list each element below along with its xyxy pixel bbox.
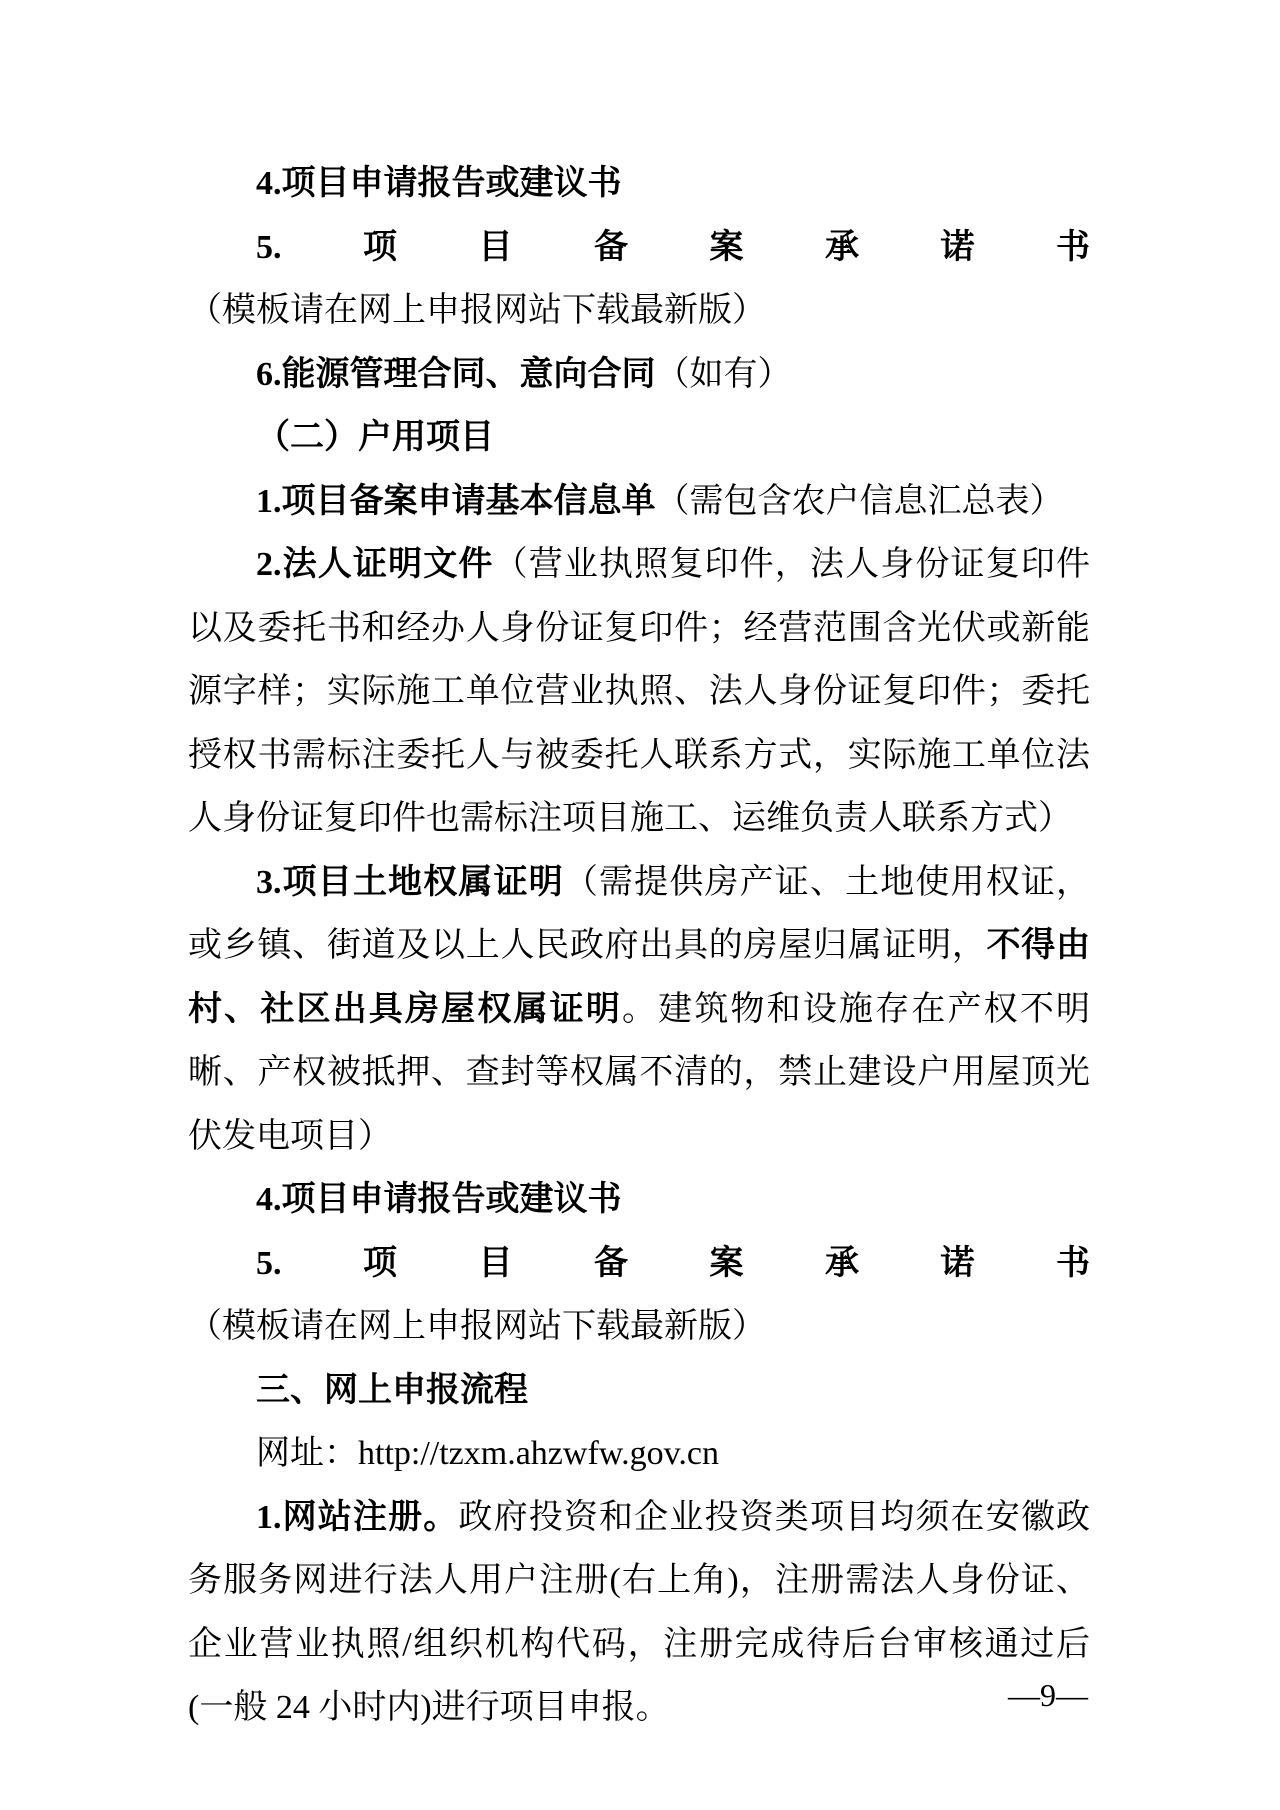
item-5-general-label: 5.项目备案承诺书 bbox=[256, 228, 1090, 266]
website-address-line bbox=[188, 1422, 1090, 1486]
item-3-household-label: 3.项目土地权属证明 bbox=[256, 863, 564, 901]
list-item-2-household-project bbox=[188, 533, 1090, 851]
section-2-heading-label: （二）户用项目 bbox=[256, 419, 494, 456]
step-1-website-registration bbox=[188, 1486, 1090, 1740]
item-2-household-note: （营业执照复印件，法人身份证复印件以及委托书和经办人身份证复印件；经营范围含光伏或新能源字样；实际施工单位营业执照、法人身份证复印件；委托授权书需标注委托人与被委托人联系方式，实际施工单位法人身份证复印件也需标注项目施工、运维负责人联系方式） bbox=[188, 546, 1091, 837]
item-5-general-note: （模板请在网上申报网站下载最新版） bbox=[188, 292, 766, 329]
list-item-5-household-project bbox=[188, 1232, 1090, 1359]
item-5-household-label: 5.项目备案承诺书 bbox=[256, 1244, 1090, 1282]
item-1-household-label: 1.项目备案申请基本信息单 bbox=[256, 482, 656, 520]
section-heading-household-projects bbox=[188, 406, 1090, 470]
list-item-4-household-project bbox=[188, 1168, 1090, 1232]
list-item-1-household-project bbox=[188, 470, 1090, 534]
section-3-heading-label: 三、网上申报流程 bbox=[256, 1370, 528, 1409]
item-3-household-emphasis: 不得由村、社区出具房屋权属证明 bbox=[188, 927, 1091, 1028]
item-6-general-label: 6.能源管理合同、意向合同 bbox=[256, 355, 656, 393]
item-4-household-label: 4.项目申请报告或建议书 bbox=[256, 1181, 622, 1218]
page-number: —9— bbox=[1008, 1677, 1088, 1713]
item-3-household-note-part1: （需提供房产证、土地使用权证，或乡镇、街道及以上人民政府出具的房屋归属证明， bbox=[188, 863, 1091, 964]
item-3-household-note-part2: 。建筑物和设施存在产权不明晰、产权被抵押、查封等权属不清的，禁止建设户用屋顶光伏发电项目） bbox=[188, 990, 1090, 1155]
step-1-label: 1.网站注册。 bbox=[256, 1498, 459, 1536]
website-label: 网址： bbox=[256, 1435, 358, 1472]
list-item-4-general-project bbox=[188, 152, 1090, 216]
item-5-household-note: （模板请在网上申报网站下载最新版） bbox=[188, 1308, 766, 1345]
document-text-block bbox=[188, 152, 1090, 1740]
item-6-general-note: （如有） bbox=[655, 355, 792, 393]
list-item-3-household-project bbox=[188, 851, 1090, 1169]
section-heading-online-application bbox=[188, 1359, 1090, 1423]
step-1-body: 政府投资和企业投资类项目均须在安徽政务服务网进行法人用户注册(右上角)，注册需法人身份证、企业营业执照/组织机构代码，注册完成待后台审核通过后(一般 24 小时内)进行项目申报。 bbox=[188, 1498, 1091, 1726]
item-1-household-note: （需包含农户信息汇总表） bbox=[655, 482, 1064, 520]
website-url: http://tzxm.ahzwfw.gov.cn bbox=[358, 1435, 720, 1472]
list-item-5-general-project bbox=[188, 216, 1090, 343]
list-item-6-general-project bbox=[188, 343, 1090, 407]
item-2-household-label: 2.法人证明文件 bbox=[256, 546, 494, 583]
item-4-general-label: 4.项目申请报告或建议书 bbox=[256, 165, 622, 202]
